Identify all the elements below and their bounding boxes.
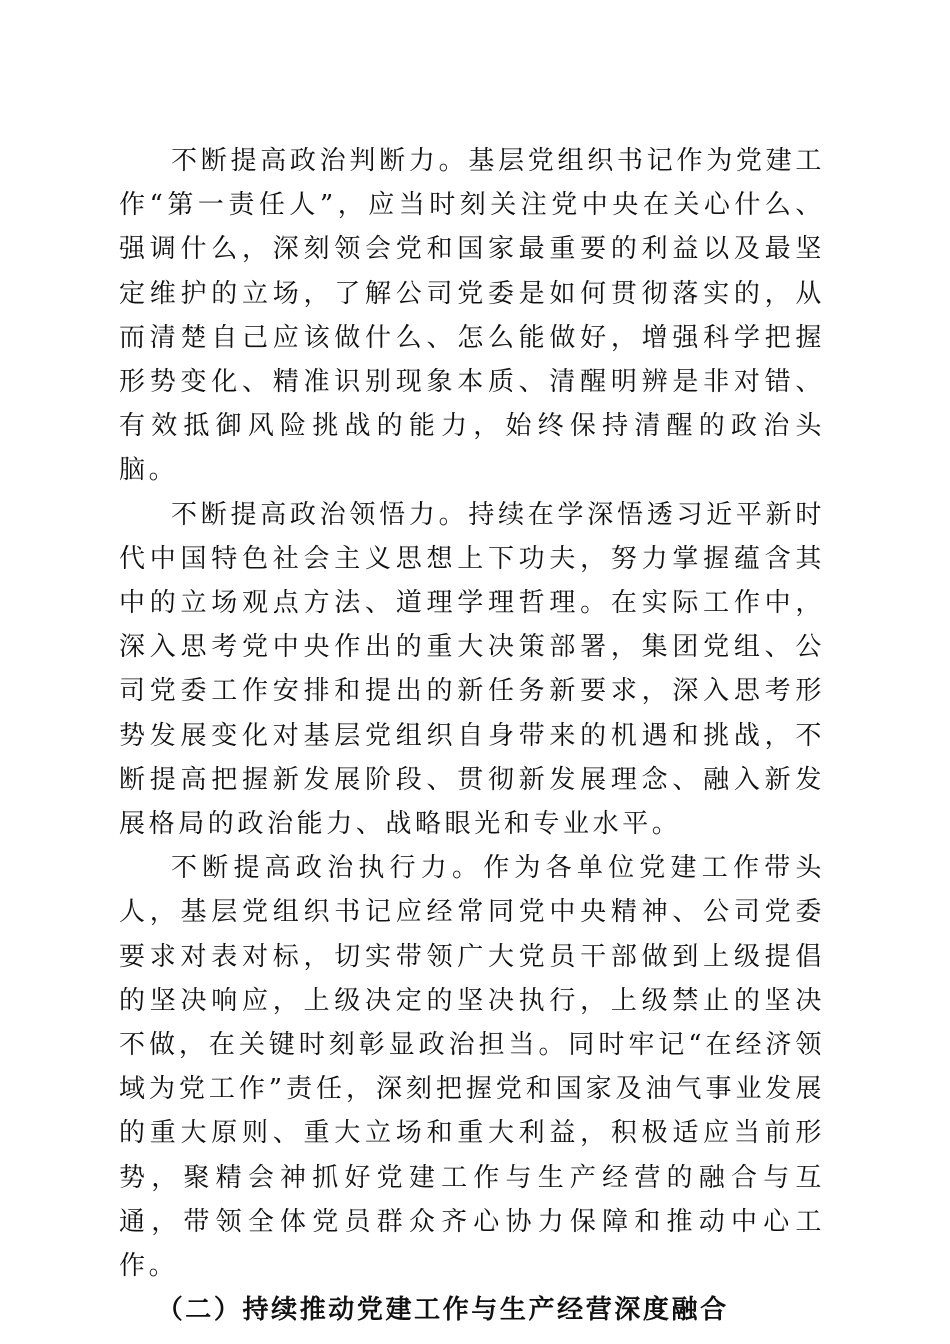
document-body bbox=[119, 139, 825, 1332]
paragraph-political-execution: 不断提高政治执行力。作为各单位党建工作带头人，基层党组织书记应经常同党中央精神、公司党委要求对表对标，切实带领广大党员干部做到上级提倡的坚决响应，上级决定的坚决执行，上级禁止的坚决不做，在关键时刻彰显政治担当。同时牢记“在经济领域为党工作”责任，深刻把握党和国家及油气事业发展的重大原则、重大立场和重大利益，积极适应当前形势，聚精会神抓好党建工作与生产经营的融合与互通，带领全体党员群众齐心协力保障和推动中心工作。 bbox=[119, 853, 825, 1282]
paragraph-political-judgment: 不断提高政治判断力。基层党组织书记作为党建工作“第一责任人”，应当时刻关注党中央在关心什么、强调什么，深刻领会党和国家最重要的利益以及最坚定维护的立场，了解公司党委是如何贯彻落实的，从而清楚自己应该做什么、怎么能做好，增强科学把握形势变化、精准识别现象本质、清醒明辨是非对错、有效抵御风险挑战的能力，始终保持清醒的政治头脑。 bbox=[119, 146, 825, 486]
paragraph-political-understanding: 不断提高政治领悟力。持续在学深悟透习近平新时代中国特色社会主义思想上下功夫，努力掌握蕴含其中的立场观点方法、道理学理哲理。在实际工作中，深入思考党中央作出的重大决策部署，集团党组、公司党委工作安排和提出的新任务新要求，深入思考形势发展变化对基层党组织自身带来的机遇和挑战，不断提高把握新发展阶段、贯彻新发展理念、融入新发展格局的政治能力、战略眼光和专业水平。 bbox=[119, 499, 825, 840]
section-heading: （二）持续推动党建工作与生产经营深度融合 bbox=[156, 1295, 729, 1326]
